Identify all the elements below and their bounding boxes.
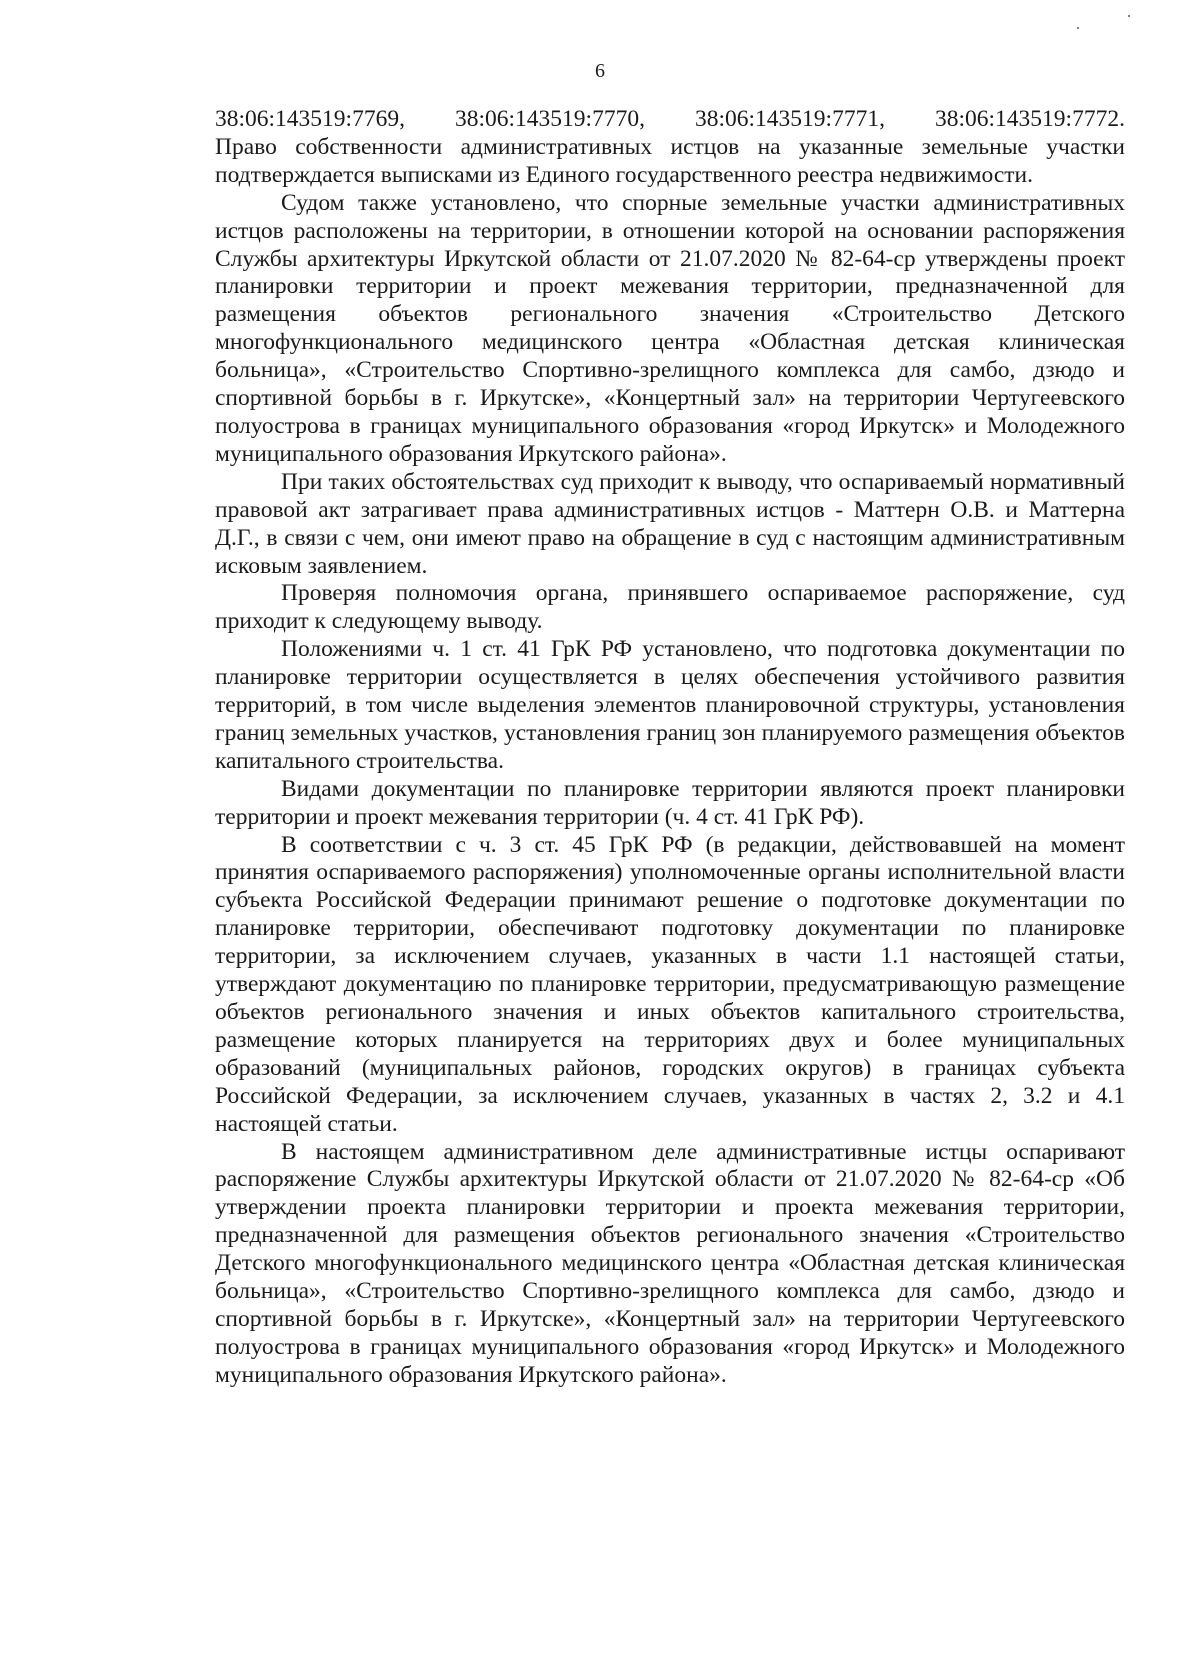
cadastral-number: 38:06:143519:7771,: [695, 106, 885, 132]
page-number: 6: [595, 60, 605, 82]
paragraph-authority-check: Проверяя полномочия органа, принявшего оспариваемое распоряжение, суд приходит к следующему выводу.: [215, 580, 1125, 635]
scan-speck: [1077, 27, 1079, 29]
paragraph-article-45-part-3: В соответствии с ч. 3 ст. 45 ГрК РФ (в редакции, действовавшей на момент принятия оспариваемого распоряжения) уполномоченные органы исполнительной власти субъекта Российской Федерации принимают решение о подготовке документации по планировке территории, обеспечивают подготовку документации по планировке территории, за исключением случаев, указанных в части 1.1 настоящей статьи, утверждают документацию по планировке территории, предусматривающую размещение объектов регионального значения и иных объектов капитального строительства, размещение которых планируется на территориях двух и более муниципальных образований (муниципальных районов, городских округов) в границах субъекта Российской Федерации, за исключением случаев, указанных в частях 2, 3.2 и 4.1 настоящей статьи.: [215, 831, 1125, 1137]
cadastral-number: 38:06:143519:7772.: [935, 106, 1125, 132]
scan-speck: [1128, 15, 1130, 17]
cadastral-numbers-line: [215, 106, 1125, 134]
document-body: [215, 106, 1125, 1390]
paragraph-article-41-part-4: Видами документации по планировке территории являются проект планировки территории и проект межевания территории (ч. 4 ст. 41 ГрК РФ).: [215, 775, 1125, 830]
cadastral-number: 38:06:143519:7770,: [455, 106, 645, 132]
paragraph-court-conclusion: При таких обстоятельствах суд приходит к выводу, что оспариваемый нормативный правовой акт затрагивает права административных истцов - Маттерн О.В. и Маттерна Д.Г., в связи с чем, они имеют право на обращение в суд с настоящим административным исковым заявлением.: [215, 468, 1125, 579]
paragraph-article-41-part-1: Положениями ч. 1 ст. 41 ГрК РФ установлено, что подготовка документации по планировке территории осуществляется в целях обеспечения устойчивого развития территорий, в том числе выделения элементов планировочной структуры, установления границ земельных участков, установления границ зон планируемого размещения объектов капитального строительства.: [215, 636, 1125, 774]
paragraph-court-established: Судом также установлено, что спорные земельные участки административных истцов расположены на территории, в отношении которой на основании распоряжения Службы архитектуры Иркутской области от 21.07.2020 № 82-64-ср утверждены проект планировки территории и проект межевания территории, предназначенной для размещения объектов регионального значения «Строительство Детского многофункционального медицинского центра «Областная детская клиническая больница», «Строительство Спортивно-зрелищного комплекса для самбо, дзюдо и спортивной борьбы в г. Иркутске», «Концертный зал» на территории Чертугеевского полуострова в границах муниципального образования «город Иркутск» и Молодежного муниципального образования Иркутского района».: [215, 189, 1125, 467]
paragraph-disputed-order: В настоящем административном деле административные истцы оспаривают распоряжение Службы архитектуры Иркутской области от 21.07.2020 № 82-64-ср «Об утверждении проекта планировки территории и проекта межевания территории, предназначенной для размещения объектов регионального значения «Строительство Детского многофункционального медицинского центра «Областная детская клиническая больница», «Строительство Спортивно-зрелищного комплекса для самбо, дзюдо и спортивной борьбы в г. Иркутске», «Концертный зал» на территории Чертугеевского полуострова в границах муниципального образования «город Иркутск» и Молодежного муниципального образования Иркутского района».: [215, 1138, 1125, 1388]
cadastral-number: 38:06:143519:7769,: [215, 106, 405, 132]
paragraph-ownership: Право собственности административных истцов на указанные земельные участки подтверждается выписками из Единого государственного реестра недвижимости.: [215, 133, 1125, 188]
